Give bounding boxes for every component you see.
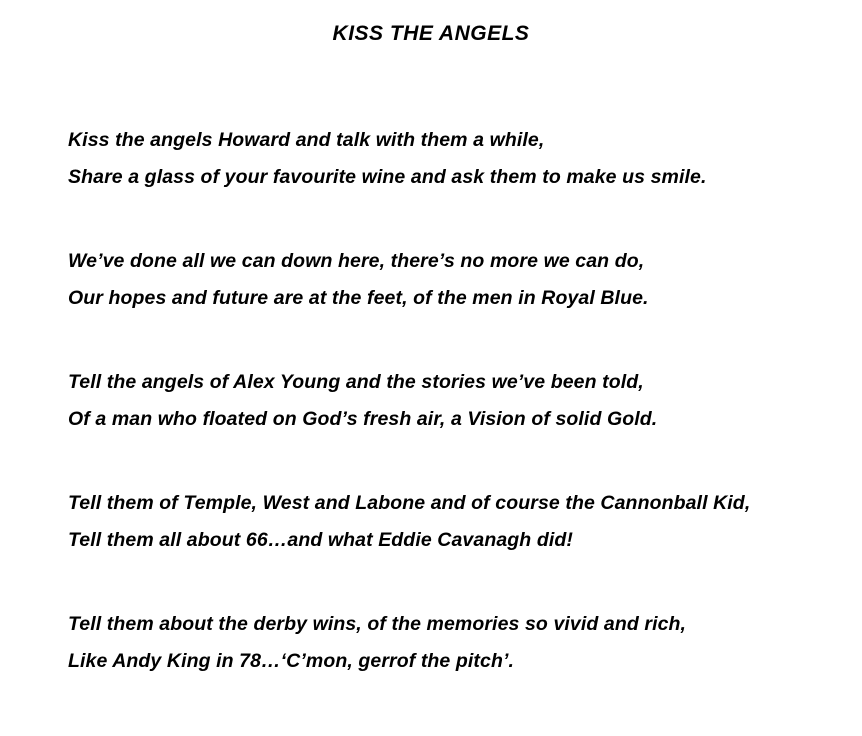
title-container — [66, 22, 796, 46]
poem-line: Tell them all about 66…and what Eddie Cavanagh did! — [68, 529, 573, 552]
poem-line: Tell them of Temple, West and Labone and of course the Cannonball Kid, — [68, 491, 751, 514]
poem-line: Share a glass of your favourite wine and ask them to make us smile. — [68, 166, 707, 189]
poem-line: Tell them about the derby wins, of the memories so vivid and rich, — [68, 612, 687, 635]
stanza — [68, 122, 832, 197]
stanza — [68, 243, 832, 318]
poem-line: Tell the angels of Alex Young and the stories we’ve been told, — [68, 370, 644, 393]
document-page — [0, 22, 862, 736]
page-title: KISS THE ANGELS — [332, 22, 530, 45]
poem-line: Of a man who floated on God’s fresh air, a Vision of solid Gold. — [68, 408, 658, 431]
poem-line: Our hopes and future are at the feet, of the men in Royal Blue. — [68, 287, 649, 310]
stanza — [68, 364, 832, 439]
stanza — [68, 606, 832, 681]
poem-body — [68, 122, 832, 680]
stanza — [68, 485, 832, 560]
poem-line: We’ve done all we can down here, there’s no more we can do, — [68, 249, 645, 272]
poem-line: Like Andy King in 78…‘C’mon, gerrof the pitch’. — [68, 649, 515, 672]
poem-line: Kiss the angels Howard and talk with them a while, — [68, 129, 545, 151]
